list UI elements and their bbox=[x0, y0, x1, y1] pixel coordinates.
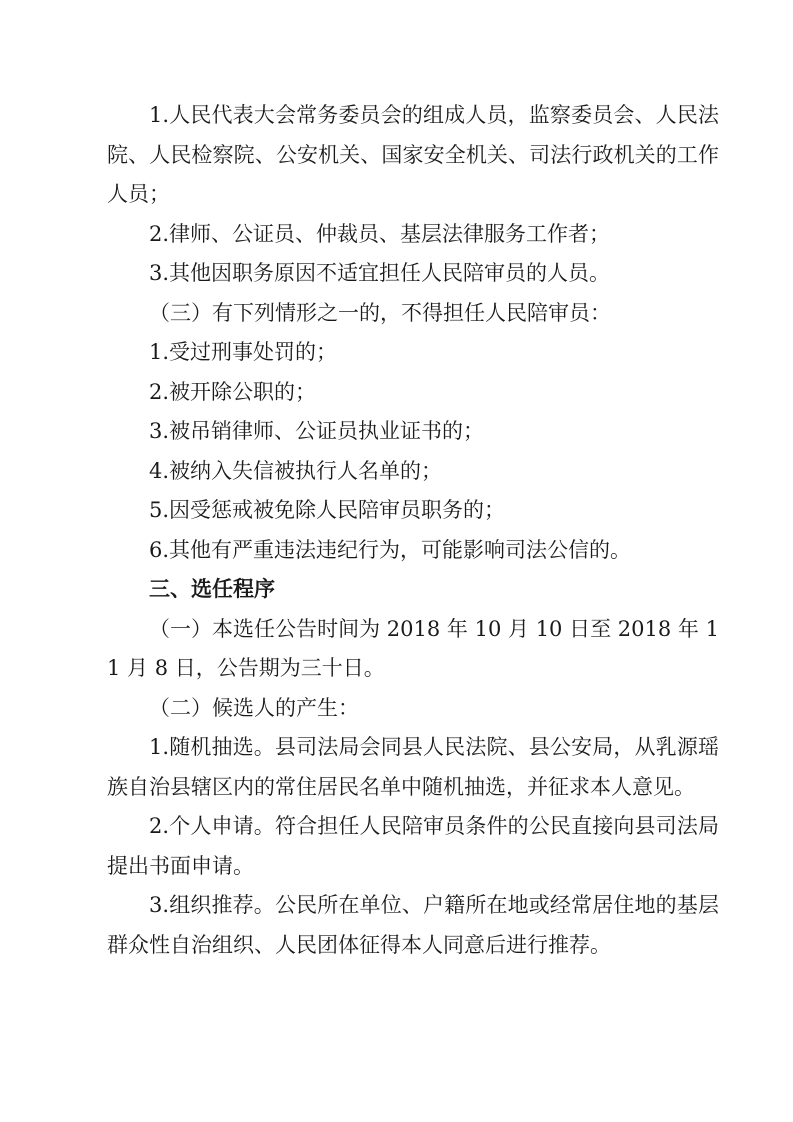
subsection-heading-3: （三）有下列情形之一的，不得担任人民陪审员： bbox=[149, 300, 611, 325]
paragraph-item-1-staff: 1.人民代表大会常务委员会的组成人员，监察委员会、人民法院、人民检察院、公安机关、国家安全机关、司法行政机关的工作人员； bbox=[107, 103, 719, 206]
subsection-heading-candidates: （二）候选人的产生： bbox=[149, 695, 359, 720]
paragraph-item-3-other-duty: 3.其他因职务原因不适宜担任人民陪审员的人员。 bbox=[149, 261, 611, 285]
list-item-case-6: 6.其他有严重违法违纪行为，可能影响司法公信的。 bbox=[149, 537, 632, 562]
section-heading-selection-procedure: 三、选任程序 bbox=[149, 577, 275, 601]
document-body bbox=[107, 96, 719, 965]
list-item-case-2: 2.被开除公职的； bbox=[149, 379, 317, 404]
paragraph-method-application: 2.个人申请。符合担任人民陪审员条件的公民直接向县司法局提出书面申请。 bbox=[107, 814, 719, 878]
paragraph-procedure-1: （一）本选任公告时间为 2018 年 10 月 10 日至 2018 年 11 月 8 日，公告期为三十日。 bbox=[107, 616, 719, 680]
paragraph-method-recommendation: 3.组织推荐。公民所在单位、户籍所在地或经常居住地的基层群众性自治组织、人民团体征得本人同意后进行推荐。 bbox=[107, 893, 719, 957]
paragraph-method-random: 1.随机抽选。县司法局会同县人民法院、县公安局，从乳源瑶族自治县辖区内的常住居民名单中随机抽选，并征求本人意见。 bbox=[107, 735, 719, 799]
list-item-case-4: 4.被纳入失信被执行人名单的； bbox=[149, 458, 443, 483]
list-item-case-5: 5.因受惩戒被免除人民陪审员职务的； bbox=[149, 498, 506, 522]
list-item-case-3: 3.被吊销律师、公证员执业证书的； bbox=[149, 419, 485, 443]
paragraph-item-2-lawyers: 2.律师、公证员、仲裁员、基层法律服务工作者； bbox=[149, 221, 611, 246]
list-item-case-1: 1.受过刑事处罚的； bbox=[149, 340, 338, 364]
